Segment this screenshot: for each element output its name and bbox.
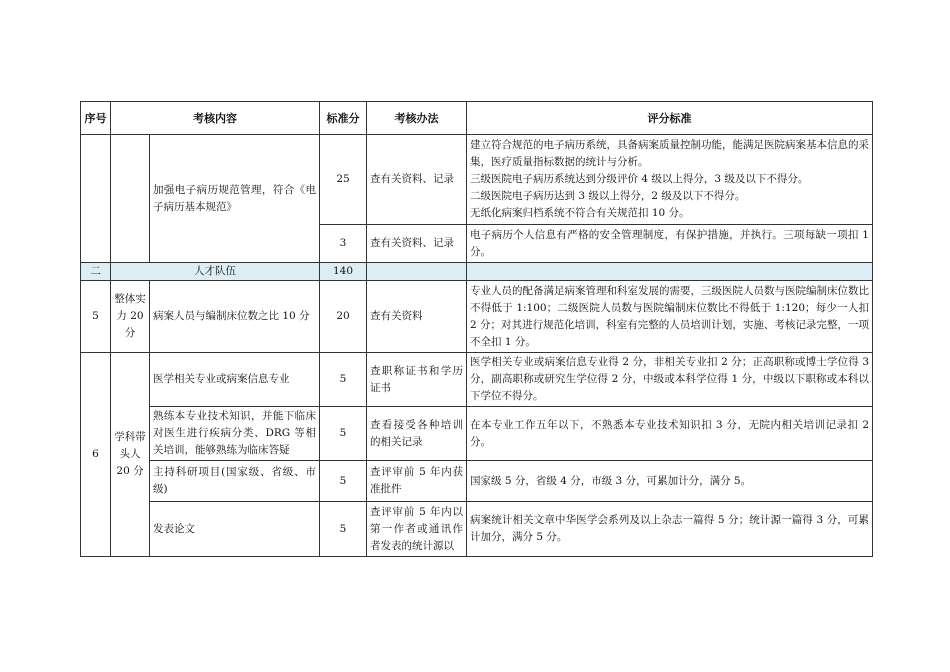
- section-method-empty: [367, 263, 467, 281]
- criteria-cell: 电子病历个人信息有严格的安全管理制度，有保护措施，并执行。三项每缺一项扣 1 分。: [467, 225, 873, 263]
- criteria-line: 建立符合规范的电子病历系统，具备病案质量控制功能，能满足医院病案基本信息的采集，医疗质量指标数据的统计与分析。: [470, 139, 869, 168]
- score-cell: 25: [320, 135, 367, 225]
- score-cell: 3: [320, 225, 367, 263]
- content-cell: 主持科研项目(国家级、省级、市级): [150, 461, 320, 502]
- score-cell: 5: [320, 502, 367, 557]
- score-cell: 20: [320, 281, 367, 353]
- section-row: [81, 263, 873, 281]
- table-row: [81, 461, 873, 502]
- criteria-cell: [467, 135, 873, 225]
- content-cell: 发表论文: [150, 502, 320, 557]
- section-score: 140: [320, 263, 367, 281]
- table-row: [81, 281, 873, 353]
- section-criteria-empty: [467, 263, 873, 281]
- method-cell: [367, 502, 467, 557]
- criteria-line: 二级医院电子病历达到 3 级以上得分，2 级及以下不得分。: [470, 190, 746, 202]
- criteria-cell: 国家级 5 分，省级 4 分，市级 3 分，可累加计分，满分 5。: [467, 461, 873, 502]
- criteria-cell: 专业人员的配备满足病案管理和科室发展的需要，三级医院人员数与医院编制床位数比不得低于 1:100；二级医院人员数与医院编制床位数比不得低于 1:120；每少一人扣 2 分；对其进行规范化培训，科室有完整的人员培训计划，实施、考核记录完整，一项不全扣 1 分。: [467, 281, 873, 353]
- method-text: 查评审前 5 年内以第一作者或通讯作者发表的统计源以: [370, 505, 463, 552]
- criteria-cell: 病案统计相关文章中华医学会系列及以上杂志一篇得 5 分；统计源一篇得 3 分，可累计加分，满分 5 分。: [467, 502, 873, 557]
- criteria-line: 无纸化病案归档系统不符合有关规范扣 10 分。: [470, 207, 690, 219]
- criteria-line: 三级医院电子病历系统达到分级评价 4 级以上得分，3 级及以下不得分。: [470, 173, 809, 185]
- category-cell-empty: [111, 135, 150, 263]
- content-cell: 医学相关专业或病案信息专业: [150, 353, 320, 407]
- method-cell: 查评审前 5 年内获准批件: [367, 461, 467, 502]
- score-cell: 5: [320, 461, 367, 502]
- method-cell: 查有关资料、记录: [367, 135, 467, 225]
- score-cell: 5: [320, 407, 367, 461]
- section-seq: 二: [81, 263, 111, 281]
- method-cell: 查职称证书和学历证书: [367, 353, 467, 407]
- table-row: [81, 135, 873, 225]
- assessment-table: [80, 101, 873, 557]
- content-cell: 病案人员与编制床位数之比 10 分: [150, 281, 320, 353]
- category-cell: 学科带头人 20 分: [111, 353, 150, 557]
- seq-cell-empty: [81, 135, 111, 263]
- content-cell: 熟练本专业技术知识，并能下临床对医生进行疾病分类、DRG 等相关培训，能够熟练为临床答疑: [150, 407, 320, 461]
- section-title: 人才队伍: [111, 263, 320, 281]
- method-cell: 查有关资料: [367, 281, 467, 353]
- header-seq: 序号: [81, 102, 111, 135]
- method-cell: 查看接受各种培训的相关记录: [367, 407, 467, 461]
- content-cell: 加强电子病历规范管理，符合《电子病历基本规范》: [150, 135, 320, 263]
- method-cell: 查有关资料、记录: [367, 225, 467, 263]
- seq-cell: 6: [81, 353, 111, 557]
- header-row: [81, 102, 873, 135]
- table-row: [81, 407, 873, 461]
- criteria-cell: 在本专业工作五年以下，不熟悉本专业技术知识扣 3 分，无院内相关培训记录扣 2 分。: [467, 407, 873, 461]
- table-row: [81, 353, 873, 407]
- header-method: 考核办法: [367, 102, 467, 135]
- seq-cell: 5: [81, 281, 111, 353]
- score-cell: 5: [320, 353, 367, 407]
- table-row: [81, 502, 873, 557]
- category-cell: 整体实力 20 分: [111, 281, 150, 353]
- header-content: 考核内容: [111, 102, 320, 135]
- header-score: 标准分: [320, 102, 367, 135]
- header-criteria: 评分标准: [467, 102, 873, 135]
- criteria-cell: 医学相关专业或病案信息专业得 2 分，非相关专业扣 2 分；正高职称或博士学位得 3 分，副高职称或研究生学位得 2 分，中级或本科学位得 1 分，中级以下职称或本科以下学位不得分。: [467, 353, 873, 407]
